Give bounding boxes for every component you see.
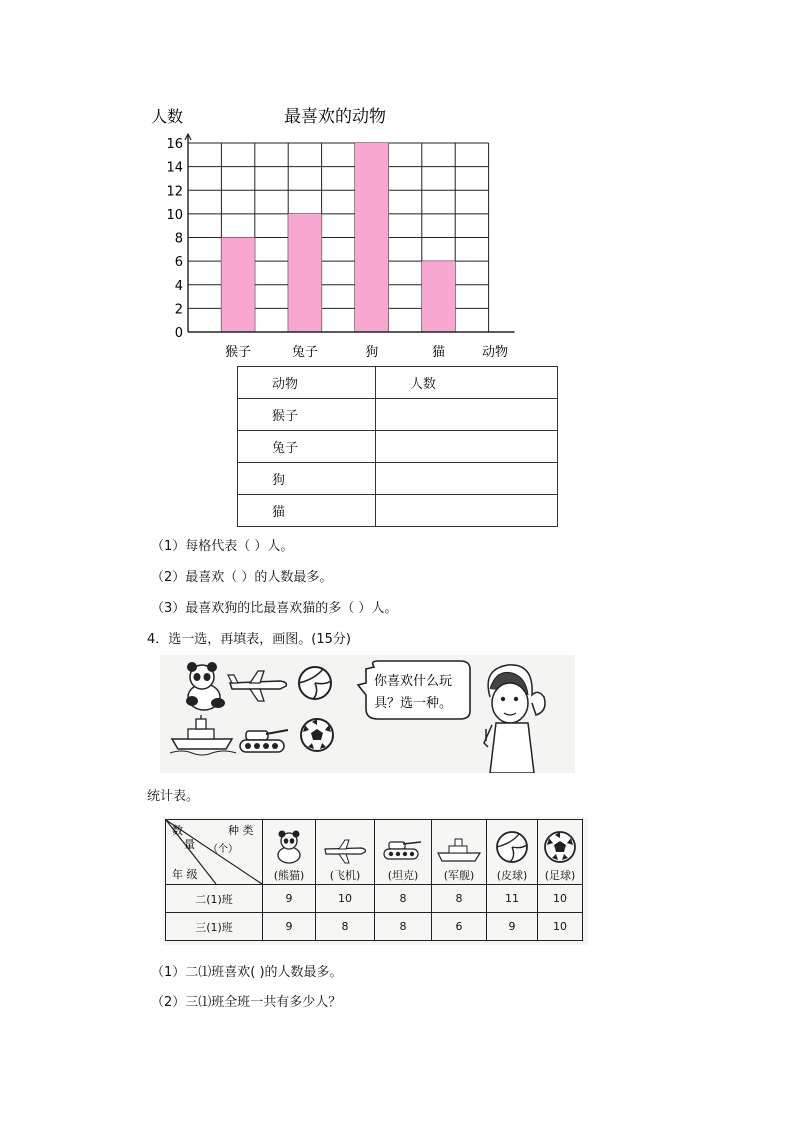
stats-value-cell: 10 bbox=[538, 913, 583, 941]
speech-text-line-1: 你喜欢什么玩 bbox=[374, 674, 453, 689]
fill-table-blank-cell[interactable] bbox=[376, 463, 558, 495]
fill-table-row bbox=[238, 399, 558, 431]
question-3: （3）最喜欢狗的比最喜欢猫的多（ ）人。 bbox=[151, 601, 398, 616]
question-2: （2）最喜欢（ ）的人数最多。 bbox=[151, 570, 333, 585]
section-4-heading: 4．选一选，再填表，画图。(15分) bbox=[147, 632, 351, 647]
soccer-ball-icon bbox=[301, 719, 333, 751]
stats-col-tank bbox=[375, 820, 432, 885]
fill-table-row bbox=[238, 495, 558, 527]
airplane-icon bbox=[228, 671, 286, 701]
chart-y-tick-label: 12 bbox=[166, 184, 183, 200]
chart-bar bbox=[355, 143, 388, 332]
speech-text-line-2: 具？选一种。 bbox=[374, 696, 453, 711]
chart-y-ticks bbox=[166, 137, 183, 341]
chart-y-tick-label: 4 bbox=[174, 278, 183, 294]
statistics-table-image bbox=[163, 817, 588, 945]
tank-icon bbox=[240, 730, 288, 752]
stats-value-cell: 8 bbox=[375, 913, 432, 941]
chart-y-tick-label: 16 bbox=[166, 137, 183, 152]
volleyball-icon bbox=[495, 830, 529, 864]
chart-y-tick-label: 8 bbox=[174, 231, 183, 247]
girl-illustration bbox=[484, 665, 545, 773]
stats-header-row bbox=[166, 820, 583, 885]
chart-category-label: 狗 bbox=[365, 345, 379, 360]
chart-category-label: 兔子 bbox=[291, 345, 318, 360]
stats-value-cell: 10 bbox=[538, 885, 583, 913]
speech-bubble bbox=[358, 661, 470, 719]
chart-bar bbox=[221, 238, 254, 333]
chart-category-label: 猫 bbox=[431, 345, 446, 360]
fill-table-header-count: 人数 bbox=[376, 367, 558, 399]
panda-icon bbox=[186, 662, 225, 710]
chart-y-axis-label: 人数 bbox=[151, 107, 184, 126]
stats-col-soccer-ball bbox=[538, 820, 583, 885]
chart-y-tick-label: 14 bbox=[166, 160, 183, 176]
stats-col-warship bbox=[432, 820, 487, 885]
stats-corner-left-2: 量 bbox=[184, 838, 195, 851]
stats-col-label: (坦克) bbox=[387, 869, 419, 882]
bar-chart bbox=[140, 95, 530, 370]
fill-table-animal: 猫 bbox=[238, 495, 376, 527]
warship-icon bbox=[170, 715, 236, 755]
statistics-table bbox=[165, 819, 583, 941]
stats-col-panda bbox=[263, 820, 316, 885]
stats-corner-left: 数 bbox=[172, 824, 183, 837]
toy-illustration bbox=[160, 655, 575, 773]
fill-in-table bbox=[237, 366, 558, 527]
fill-table-blank-cell[interactable] bbox=[376, 399, 558, 431]
stats-value-cell: 8 bbox=[432, 885, 487, 913]
chart-category-label: 猴子 bbox=[225, 345, 252, 360]
stats-corner-top: 种 类 bbox=[228, 824, 254, 837]
stats-grade-cell: 二(1)班 bbox=[166, 885, 263, 913]
chart-x-axis-label: 动物 bbox=[482, 345, 509, 360]
stats-value-cell: 10 bbox=[316, 885, 375, 913]
stats-corner-bottom: 年 级 bbox=[172, 868, 198, 881]
fill-table-row bbox=[238, 463, 558, 495]
stats-corner-cell bbox=[166, 820, 263, 885]
stats-col-label: (熊猫) bbox=[273, 869, 305, 882]
chart-y-tick-label: 0 bbox=[174, 326, 183, 341]
fill-table-blank-cell[interactable] bbox=[376, 495, 558, 527]
stats-value-cell: 9 bbox=[263, 885, 316, 913]
stats-value-cell: 11 bbox=[487, 885, 538, 913]
chart-y-tick-label: 10 bbox=[166, 207, 183, 223]
question-1: （1）每格代表（ ）人。 bbox=[151, 539, 294, 554]
stats-value-cell: 6 bbox=[432, 913, 487, 941]
section-4-question-1: （1）二⑴班喜欢( )的人数最多。 bbox=[151, 965, 343, 980]
warship-icon bbox=[437, 836, 481, 864]
stats-value-cell: 8 bbox=[316, 913, 375, 941]
volleyball-icon bbox=[299, 667, 331, 699]
stats-value-cell: 9 bbox=[487, 913, 538, 941]
airplane-icon bbox=[323, 838, 367, 864]
fill-table-animal: 兔子 bbox=[238, 431, 376, 463]
panda-icon bbox=[274, 830, 304, 864]
fill-table-blank-cell[interactable] bbox=[376, 431, 558, 463]
fill-table-header-row bbox=[238, 367, 558, 399]
stats-col-volleyball bbox=[487, 820, 538, 885]
stats-col-label: (军舰) bbox=[443, 869, 475, 882]
section-4-question-2: （2）三⑴班全班一共有多少人？ bbox=[151, 995, 342, 1010]
chart-bar bbox=[288, 214, 321, 332]
soccer-ball-icon bbox=[543, 830, 577, 864]
stats-col-label: (飞机) bbox=[329, 869, 361, 882]
stats-grade-cell: 三(1)班 bbox=[166, 913, 263, 941]
stats-value-cell: 9 bbox=[263, 913, 316, 941]
chart-bar bbox=[422, 261, 455, 332]
stats-row-grade-3 bbox=[166, 913, 583, 941]
chart-x-categories bbox=[225, 345, 445, 360]
chart-title: 最喜欢的动物 bbox=[284, 107, 386, 127]
stats-value-cell: 8 bbox=[375, 885, 432, 913]
stats-col-label: (皮球) bbox=[496, 869, 528, 882]
chart-y-tick-label: 2 bbox=[174, 302, 183, 318]
fill-table-header-animal: 动物 bbox=[238, 367, 376, 399]
fill-table-row bbox=[238, 431, 558, 463]
stats-corner-unit: （个） bbox=[208, 844, 238, 855]
fill-table-animal: 狗 bbox=[238, 463, 376, 495]
chart-y-tick-label: 6 bbox=[174, 255, 183, 271]
stats-col-airplane bbox=[316, 820, 375, 885]
tank-icon bbox=[383, 838, 423, 864]
stats-col-label: (足球) bbox=[544, 869, 576, 882]
fill-table-animal: 猴子 bbox=[238, 399, 376, 431]
stats-row-grade-2 bbox=[166, 885, 583, 913]
stats-caption: 统计表。 bbox=[147, 789, 200, 804]
